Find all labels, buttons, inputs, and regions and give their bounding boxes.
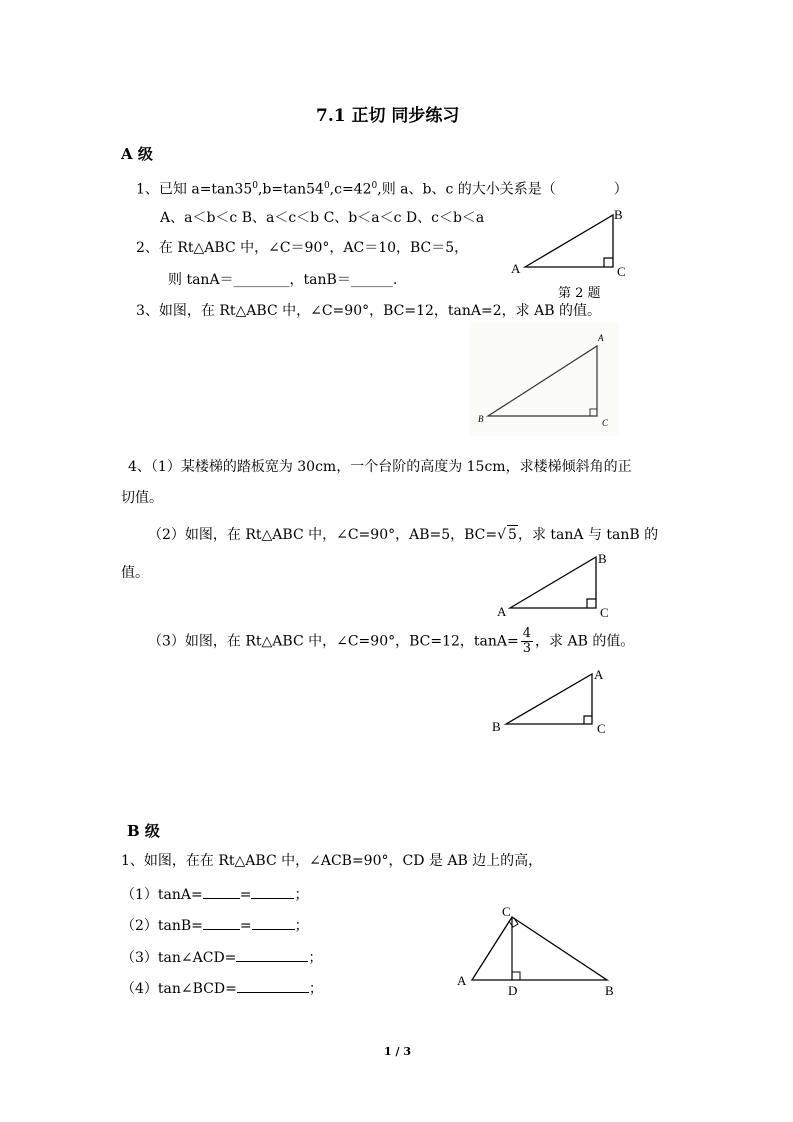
q1-options: A、a＜b＜c B、a＜c＜b C、b＜a＜c D、c＜b＜a: [160, 210, 485, 226]
b1-stem: 1、如图，在在 Rt△ABC 中，∠ACB=90°，CD 是 AB 边上的高，: [121, 853, 543, 869]
q3-label-a: A: [598, 333, 604, 343]
b1-label-d: D: [508, 983, 518, 998]
section-a-heading: A 级: [121, 145, 153, 163]
q4-part2-label-b: B: [598, 551, 607, 566]
q3-text: 3、如图，在 Rt△ABC 中，∠C=90°，BC=12，tanA=2，求 AB 的值。: [136, 303, 601, 319]
q4-part2-triangle: [510, 557, 596, 608]
b1-label-c: C: [502, 904, 511, 919]
q2-figure-caption: 第 2 题: [558, 286, 601, 301]
q3-label-b: B: [478, 414, 484, 424]
q4-part3-label-a: A: [594, 667, 604, 682]
q2-label-a: A: [511, 261, 521, 276]
q4-part1-line1: 4、（1）某楼梯的踏板宽为 30cm，一个台阶的高度为 15cm，求楼梯倾斜角的正: [128, 459, 632, 475]
q2-label-c: C: [617, 264, 626, 279]
b1-item-1: （1）tanA= = ；: [121, 887, 309, 903]
q4-part2-line1: （2）如图，在 Rt△ABC 中，∠C=90°，AB=5，BC=√ 5，求 tanA 与 tanB 的: [148, 527, 659, 543]
q2-triangle: [525, 215, 613, 267]
q4-part3-label-b: B: [492, 719, 501, 734]
q4-part2-triangle-figure: [495, 548, 625, 623]
q2-line1: 2、在 Rt△ABC 中，∠C＝90°，AC＝10，BC＝5，: [136, 240, 469, 256]
q2-line2: 则 tanA＝________，tanB＝______.: [168, 272, 398, 288]
q3-triangle-figure: [470, 322, 619, 436]
b1-item-3: （3）tan∠ACD= ；: [121, 950, 323, 966]
q3-right-angle-mark: [590, 409, 597, 416]
b1-right-angle-mark-d: [512, 972, 520, 980]
q1-stem: 1、已知 $a=\tan 35^0,b=\tan 54^0,c=42^0$,则 a、b、c 的大小关系是（ ）: [136, 181, 628, 198]
b1-triangle-figure: [452, 902, 627, 1002]
answer-blank[interactable]: [252, 916, 295, 930]
q3-triangle: [488, 346, 597, 416]
b1-item-4: （4）tan∠BCD= ；: [121, 981, 323, 997]
q4-part2-right-angle-mark: [587, 599, 596, 608]
tan-fraction: $\frac{4}{3}$: [522, 626, 532, 656]
answer-blank[interactable]: [203, 916, 240, 930]
answer-blank[interactable]: [237, 979, 309, 993]
answer-blank[interactable]: [236, 948, 308, 962]
q3-label-c: C: [602, 418, 609, 428]
page-number: 1 / 3: [384, 1045, 411, 1058]
b1-label-b: B: [605, 983, 614, 998]
answer-blank[interactable]: [251, 885, 294, 899]
b1-label-a: A: [457, 973, 467, 988]
sqrt-symbol: √: [497, 527, 507, 543]
q4-part3-label-c: C: [597, 721, 606, 736]
q4-part1-line2: 切值。: [121, 490, 163, 506]
answer-blank[interactable]: [203, 885, 240, 899]
sqrt-radicand: 5: [508, 527, 517, 543]
q4-part2-label-c: C: [600, 605, 609, 620]
q2-right-angle-mark: [604, 258, 613, 267]
b1-item-2: （2）tanB= = ；: [121, 918, 309, 934]
q2-label-b: B: [614, 207, 623, 222]
section-b-heading: B 级: [127, 822, 160, 840]
q4-part2-line2: 值。: [121, 565, 149, 581]
q4-part3-line: （3）如图，在 Rt△ABC 中，∠C=90°，BC=12，tanA= $\frac{4}{3}$ ，求 AB 的值。: [148, 626, 635, 656]
q4-part2-label-a: A: [497, 604, 507, 619]
q4-part3-right-angle-mark: [584, 716, 592, 724]
q4-part3-triangle-figure: [490, 664, 620, 739]
b1-triangle: [472, 917, 607, 980]
page-title: 7.1 正切 同步练习: [316, 106, 460, 126]
q4-part3-triangle: [506, 674, 592, 724]
